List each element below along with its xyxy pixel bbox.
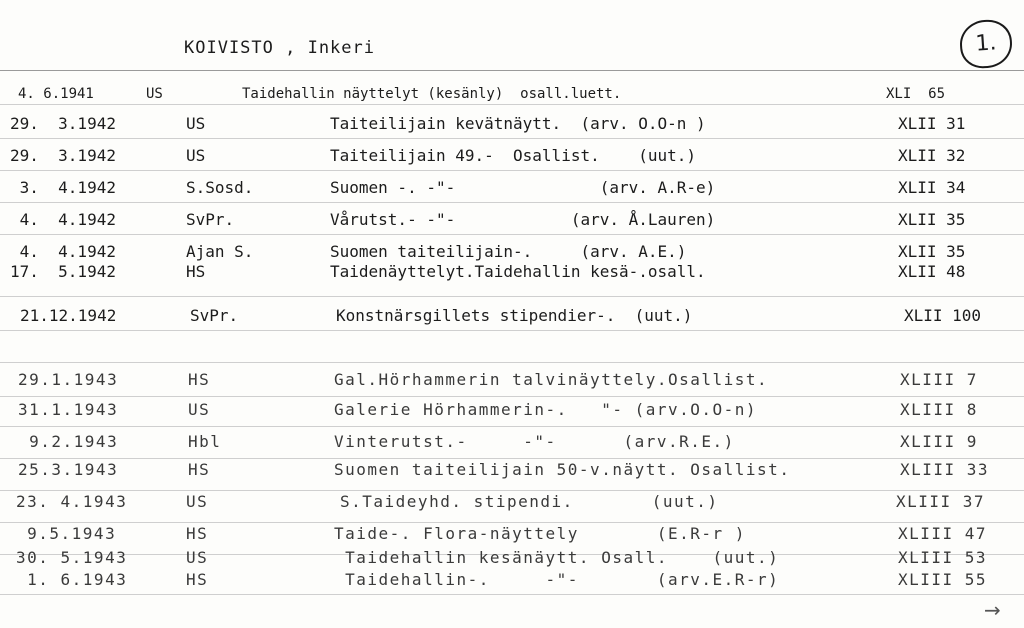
card-entry [0, 146, 1024, 172]
entry-description: Taiteilijain kevätnäytt. (arv. O.O-n ) [330, 114, 706, 133]
rule-line [0, 296, 1024, 297]
card-entry [0, 492, 1024, 518]
entry-date: 29. 3.1942 [10, 114, 116, 133]
entry-paper: HS [188, 460, 211, 479]
card-entry [0, 262, 1024, 288]
person-name: KOIVISTO , Inkeri [184, 38, 375, 58]
entry-description: S.Taideyhd. stipendi. (uut.) [340, 492, 719, 511]
entry-date: 31.1.1943 [18, 400, 119, 419]
card-entry [0, 460, 1024, 486]
entry-reference: XLII 31 [898, 114, 966, 133]
card-entry [0, 570, 1024, 596]
entry-description: Suomen -. -"- (arv. A.R-e) [330, 178, 716, 197]
continue-arrow-icon: → [984, 598, 1001, 622]
entry-date: 1. 6.1943 [16, 570, 128, 589]
entry-reference: XLIII 55 [898, 570, 988, 589]
rule-line [0, 490, 1024, 491]
rule-line [0, 396, 1024, 397]
entry-date: 29. 3.1942 [10, 146, 116, 165]
entry-date: 4. 4.1942 [10, 242, 116, 261]
entry-date: 17. 5.1942 [10, 262, 116, 281]
card-entry [0, 114, 1024, 140]
entry-description: Galerie Hörhammerin-. "- (arv.O.O-n) [334, 400, 758, 419]
entry-reference: XLII 48 [898, 262, 966, 281]
entry-description: Gal.Hörhammerin talvinäyttely.Osallist. [334, 370, 769, 389]
rule-line [0, 522, 1024, 523]
entry-paper: US [186, 492, 209, 511]
entry-reference: XLII 100 [904, 306, 982, 325]
entry-description: Vinterutst.- -"- (arv.R.E.) [334, 432, 735, 451]
rule-line [0, 426, 1024, 427]
entry-description: Taidenäyttelyt.Taidehallin kesä-.osall. [330, 262, 706, 281]
entry-paper: Ajan S. [186, 242, 254, 261]
entry-description: Taide-. Flora-näyttely (E.R-r ) [334, 524, 746, 543]
entry-description: Taidehallin-. -"- (arv.E.R-r) [334, 570, 780, 589]
entry-reference: XLIII 37 [896, 492, 986, 511]
entry-description: Konstnärsgillets stipendier-. (uut.) [336, 306, 693, 325]
rule-line [0, 362, 1024, 363]
entry-reference: XLIII 8 [900, 400, 978, 419]
entry-reference: XLIII 9 [900, 432, 978, 451]
entry-date: 9.2.1943 [18, 432, 119, 451]
card-entry [0, 524, 1024, 550]
card-entry [0, 210, 1024, 236]
entry-reference: XLIII 7 [900, 370, 978, 389]
card-entry [0, 432, 1024, 458]
entry-paper: HS [186, 570, 209, 589]
entry-paper: US [186, 146, 206, 165]
entry-date: 9.5.1943 [16, 524, 117, 543]
entry-description: Suomen taiteilijain-. (arv. A.E.) [330, 242, 687, 261]
entry-reference: XLIII 33 [900, 460, 990, 479]
entry-date: 29.1.1943 [18, 370, 119, 389]
entry-paper: HS [186, 524, 209, 543]
entry-date: 21.12.1942 [20, 306, 117, 325]
entry-date: 30. 5.1943 [16, 548, 128, 567]
entry-reference: XLII 32 [898, 146, 966, 165]
entry-paper: US [186, 548, 209, 567]
entry-description: Taiteilijain 49.- Osallist. (uut.) [330, 146, 697, 165]
entry-date: 4. 4.1942 [10, 210, 116, 229]
card-entry [0, 86, 1024, 112]
entry-date: 25.3.1943 [18, 460, 119, 479]
card-entry [0, 306, 1024, 332]
entry-paper: SvPr. [190, 306, 239, 325]
entry-reference: XLII 34 [898, 178, 966, 197]
card-entry [0, 400, 1024, 426]
entry-reference: XLII 35 [898, 210, 966, 229]
entry-paper: Hbl [188, 432, 222, 451]
entry-paper: HS [186, 262, 206, 281]
entry-paper: US [186, 114, 206, 133]
entry-reference: XLIII 53 [898, 548, 988, 567]
entry-description: Taidehallin kesänäytt. Osall. (uut.) [334, 548, 780, 567]
entry-paper: US [146, 86, 163, 102]
entry-paper: HS [188, 370, 211, 389]
rule-line [0, 458, 1024, 459]
entry-reference: XLIII 47 [898, 524, 988, 543]
rule-line [0, 70, 1024, 71]
card-entry [0, 178, 1024, 204]
entry-description: Vårutst.- -"- (arv. Å.Lauren) [330, 210, 716, 229]
entry-date: 23. 4.1943 [16, 492, 128, 511]
card-entry [0, 370, 1024, 396]
entry-reference: XLI 65 [886, 86, 946, 102]
entry-paper: SvPr. [186, 210, 235, 229]
entry-date: 4. 6.1941 [18, 86, 94, 102]
entry-date: 3. 4.1942 [10, 178, 116, 197]
entry-paper: US [188, 400, 211, 419]
entry-paper: S.Sosd. [186, 178, 254, 197]
entry-description: Taidehallin näyttelyt (kesänly) osall.luett. [242, 86, 622, 102]
entry-description: Suomen taiteilijain 50-v.näytt. Osallist. [334, 460, 791, 479]
page-number-circled: 1. [958, 18, 1013, 70]
entry-reference: XLII 35 [898, 242, 966, 261]
